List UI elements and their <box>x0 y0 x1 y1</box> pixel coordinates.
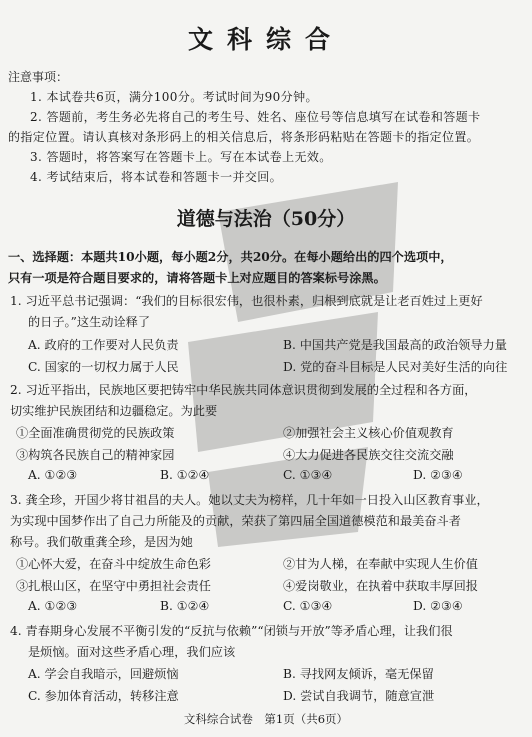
question-3-option-c: C. ①③④ <box>283 599 333 613</box>
question-1-stem: 1. 习近平总书记强调：“我们的目标很宏伟，也很朴素，归根到底就是让老百姓过上更好 <box>10 294 483 308</box>
note-line: 3. 答题时，将答案写在答题卡上。写在本试卷上无效。 <box>30 150 332 164</box>
question-4-option-d: D. 尝试自我调节，随意宣泄 <box>283 689 435 703</box>
note-line: 1. 本试卷共6页，满分100分。考试时间为90分钟。 <box>30 90 318 104</box>
question-3-option-b: B. ①②④ <box>160 599 210 613</box>
question-2-item-1: ①全面准确贯彻党的民族政策 <box>16 426 175 440</box>
note-line: 的指定位置。请认真核对条形码上的相关信息后，将条形码粘贴在答题卡的指定位置。 <box>8 130 480 144</box>
note-line: 2. 答题前，考生务必先将自己的考生号、姓名、座位号等信息填写在试卷和答题卡 <box>30 110 481 124</box>
question-1-option-c: C. 国家的一切权力属于人民 <box>28 360 179 374</box>
question-2-option-c: C. ①③④ <box>283 468 333 482</box>
question-4-option-b: B. 寻找网友倾诉，毫无保留 <box>283 667 434 681</box>
question-4-stem: 4. 青春期身心发展不平衡引发的“反抗与依赖”“闭锁与开放”等矛盾心理，让我们很 <box>10 624 453 638</box>
question-1-option-d: D. 党的奋斗目标是人民对美好生活的向往 <box>283 360 508 374</box>
question-1-option-a: A. 政府的工作要对人民负责 <box>28 338 179 352</box>
question-2-item-2: ②加强社会主义核心价值观教育 <box>283 426 454 440</box>
question-3-item-3: ③扎根山区，在坚守中勇担社会责任 <box>16 579 211 593</box>
instructions-line: 一、选择题：本题共10小题，每小题2分，共20分。在每小题给出的四个选项中， <box>8 250 453 264</box>
question-1-stem: 的日子。”这生动诠释了 <box>28 315 151 329</box>
question-3-item-4: ④爱岗敬业，在执着中获取丰厚回报 <box>283 579 478 593</box>
question-3-option-d: D. ②③④ <box>413 599 463 613</box>
question-3-stem: 为实现中国梦作出了自己力所能及的贡献，荣获了第四届全国道德模范和最美奋斗者 <box>10 514 461 528</box>
notes-heading: 注意事项： <box>8 70 69 84</box>
question-2-option-d: D. ②③④ <box>413 468 463 482</box>
question-2-option-a: A. ①②③ <box>28 468 78 482</box>
question-3-item-1: ①心怀大爱，在奋斗中绽放生命色彩 <box>16 557 211 571</box>
question-1-option-b: B. 中国共产党是我国最高的政治领导力量 <box>283 338 507 352</box>
question-2-stem: 2. 习近平指出，民族地区要把铸牢中华民族共同体意识贯彻到发展的全过程和各方面， <box>10 383 477 397</box>
question-2-item-4: ④大力促进各民族交往交流交融 <box>283 448 454 462</box>
exam-title: 文科综合 <box>187 25 344 54</box>
question-4-stem: 是烦恼。面对这些矛盾心理，我们应该 <box>28 645 236 659</box>
question-2-stem: 切实维护民族团结和边疆稳定。为此要 <box>10 404 218 418</box>
note-line: 4. 考试结束后，将本试卷和答题卡一并交回。 <box>30 170 283 184</box>
question-3-stem: 称号。我们敬重龚全珍，是因为她 <box>10 535 193 549</box>
question-3-item-2: ②甘为人梯，在奉献中实现人生价值 <box>283 557 478 571</box>
question-3-stem: 3. 龚全珍，开国少将甘祖昌的夫人。她以丈夫为榜样，几十年如一日投入山区教育事业， <box>10 493 489 507</box>
question-2-option-b: B. ①②④ <box>160 468 210 482</box>
question-4-option-c: C. 参加体育活动，转移注意 <box>28 689 179 703</box>
instructions-line: 只有一项是符合题目要求的，请将答题卡上对应题目的答案标号涂黑。 <box>8 271 386 285</box>
section-title: 道德与法治（50分） <box>176 208 356 230</box>
page-footer: 文科综合试卷 第1页（共6页） <box>183 712 349 726</box>
question-2-item-3: ③构筑各民族自己的精神家园 <box>16 448 175 462</box>
question-4-option-a: A. 学会自我暗示，回避烦恼 <box>28 667 179 681</box>
question-3-option-a: A. ①②③ <box>28 599 78 613</box>
